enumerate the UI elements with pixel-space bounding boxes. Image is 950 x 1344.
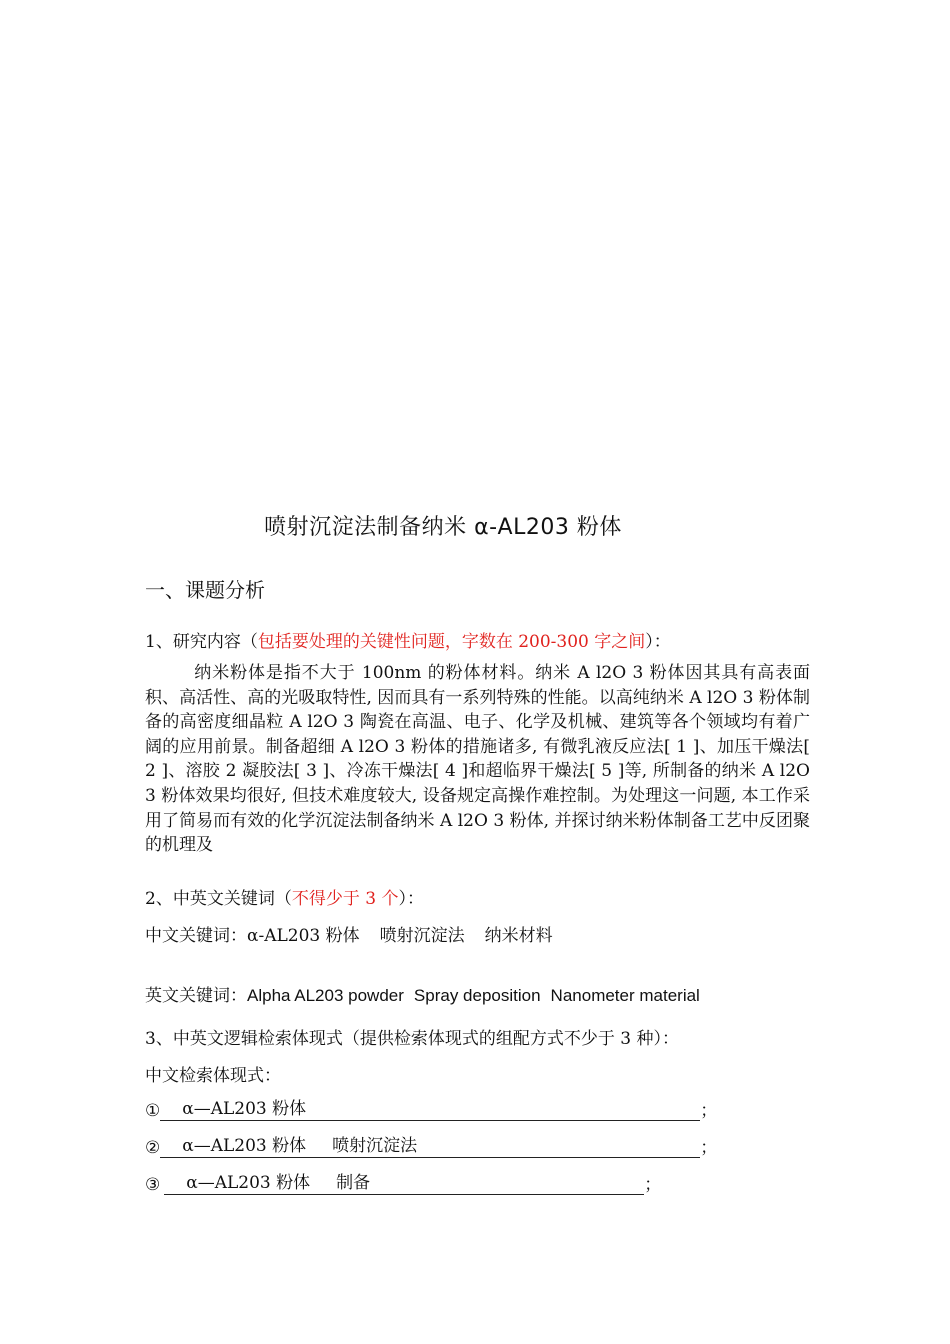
query-term: α—AL203 粉体 bbox=[186, 1173, 311, 1193]
item-research-content bbox=[145, 627, 671, 652]
query-number: ① bbox=[145, 1101, 161, 1121]
en-keywords-label: 英文关键词： bbox=[145, 986, 247, 1006]
keyword: α-AL203 粉体 bbox=[247, 926, 360, 946]
item-label: 1、研究内容（ bbox=[145, 632, 258, 652]
cn-keywords-label: 中文关键词： bbox=[145, 926, 247, 946]
keyword: Alpha AL203 powder bbox=[247, 986, 404, 1005]
search-query-1 bbox=[145, 1096, 717, 1121]
item-label-end: ）： bbox=[645, 632, 671, 652]
item-label: 2、中英文关键词（ bbox=[145, 889, 292, 909]
query-end: ； bbox=[700, 1138, 718, 1158]
query-underline bbox=[164, 1173, 644, 1195]
query-number: ③ bbox=[145, 1175, 161, 1195]
section-heading: 一、课题分析 bbox=[145, 578, 265, 602]
item-keywords bbox=[145, 884, 424, 909]
query-end: ； bbox=[700, 1101, 718, 1121]
item-search-expressions: 3、中英文逻辑检索体现式（提供检索体现式的组配方式不少于 3 种）： bbox=[145, 1029, 679, 1049]
item-note: 包括要处理的关键性问题，字数在 200-300 字之间 bbox=[257, 632, 646, 652]
search-query-3 bbox=[145, 1170, 661, 1195]
keyword: 喷射沉淀法 bbox=[379, 926, 465, 946]
keyword: Spray deposition bbox=[413, 986, 541, 1005]
query-term: 制备 bbox=[336, 1173, 371, 1193]
query-term: 喷射沉淀法 bbox=[332, 1136, 418, 1156]
query-underline bbox=[160, 1136, 700, 1158]
keyword: Nanometer material bbox=[550, 986, 700, 1005]
keyword: 纳米材料 bbox=[484, 926, 553, 946]
item-label-end: ）： bbox=[398, 889, 424, 909]
cn-search-label: 中文检索体现式： bbox=[145, 1066, 281, 1086]
en-keywords-line bbox=[145, 981, 700, 1006]
search-query-2 bbox=[145, 1133, 717, 1158]
query-end: ； bbox=[644, 1175, 662, 1195]
document-title: 喷射沉淀法制备纳米 α-AL203 粉体 bbox=[264, 515, 622, 540]
query-underline bbox=[160, 1099, 700, 1121]
query-term: α—AL203 粉体 bbox=[182, 1099, 307, 1119]
query-term: α—AL203 粉体 bbox=[182, 1136, 307, 1156]
cn-keywords-line bbox=[145, 921, 553, 946]
item-note: 不得少于 3 个 bbox=[291, 889, 399, 909]
research-paragraph bbox=[145, 661, 810, 858]
query-number: ② bbox=[145, 1138, 161, 1158]
paragraph-text: 纳米粉体是指不大于 100nm 的粉体材料。纳米 A l2O 3 粉体因其具有高表面积、高活性、高的光吸取特性, 因而具有一系列特殊的性能。以高纯纳米 A l2O 3 粉体制备的高密度细晶粒 A l2O 3 陶瓷在高温、电子、化学及机械、建筑等各个领域均有着广阔的应用前景。制备超细 A l2O 3 粉体的措施诸多, 有微乳液反应法[ 1 ]、加压干燥法[ 2 ]、溶胶 2 凝胶法[ 3 ]、冷冻干燥法[ 4 ]和超临界干燥法[ 5 ]等, 所制备的纳米 A l2O 3 粉体效果均很好, 但技术难度较大, 设备规定高操作难控制。为处理这一问题, 本工作采用了简易而有效的化学沉淀法制备纳米 A l2O 3 粉体, 并探讨纳米粉体制备工艺中反团聚的机理及 bbox=[145, 663, 810, 856]
